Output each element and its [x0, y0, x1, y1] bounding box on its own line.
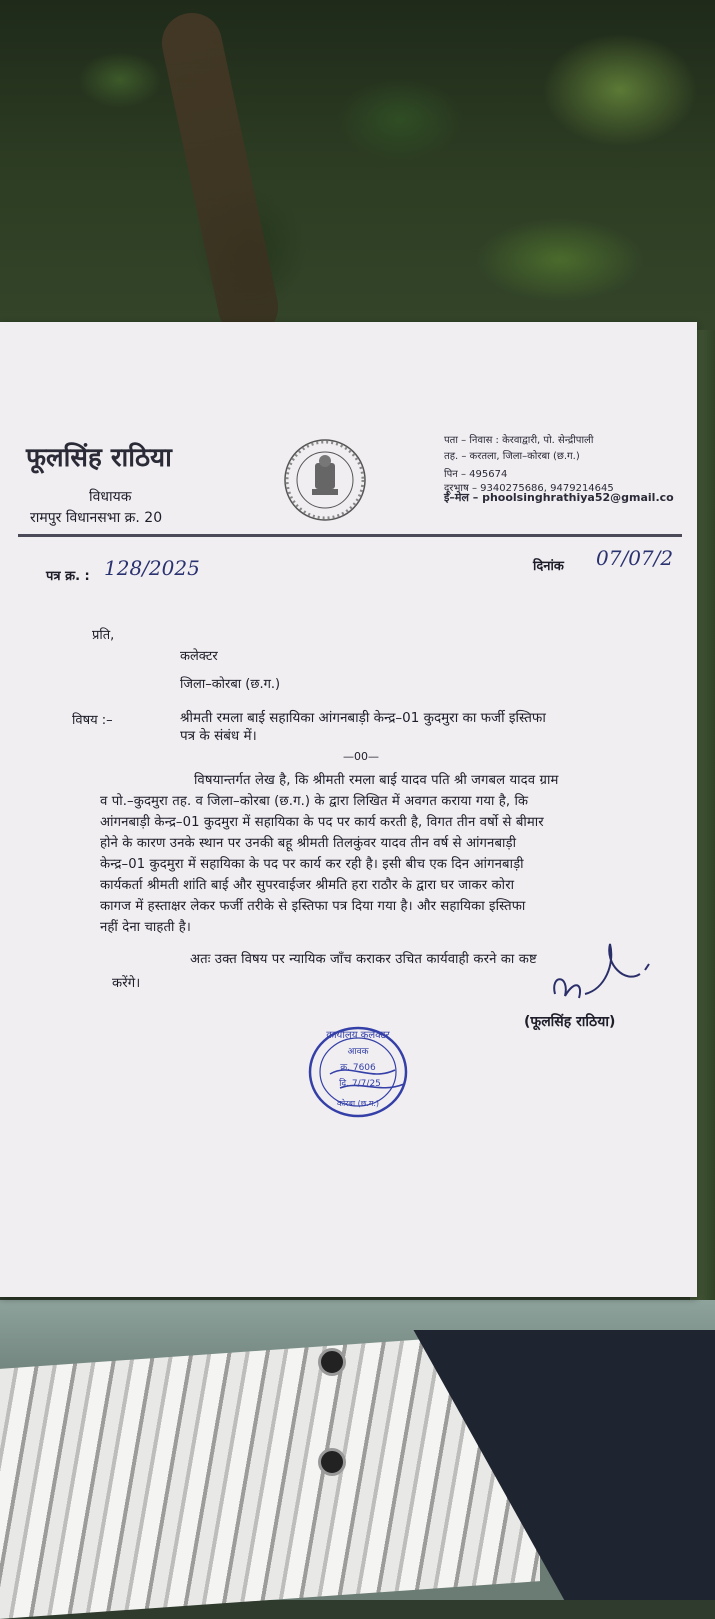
- subject-line: श्रीमती रमला बाई सहायिका आंगनबाड़ी केन्द्र–01 कुदमुरा का फर्जी इस्तिफा: [180, 710, 546, 726]
- address-phone: दूरभाष – 9340275686, 9479214645: [444, 483, 614, 494]
- body-line: अतः उक्त विषय पर न्यायिक जाँच कराकर उचित कार्यवाही करने का कष्ट: [190, 952, 537, 967]
- letterhead-constituency: रामपुर विधानसभा क्र. 20: [30, 510, 163, 526]
- header-divider: [18, 534, 682, 537]
- address-line: पता – निवास : केरवाद्वारी, पो. सेन्द्रीपाली: [444, 435, 594, 446]
- body-line: कार्यकर्ता श्रीमती शांति बाई और सुपरवाईजर श्रीमति हरा राठौर के द्वारा घर जाकर कोरा: [100, 878, 515, 893]
- body-line: आंगनबाड़ी केन्द्र–01 कुदमुरा में सहायिका के पद पर कार्य करती है, विगत तीन वर्षो से बीमार: [100, 815, 544, 830]
- letter-sheet: [0, 322, 697, 1297]
- address-email: ई–मेल – phoolsinghrathiya52@gmail.co: [444, 491, 674, 504]
- background-foliage: [0, 0, 715, 345]
- letter-number-value: 128/2025: [104, 556, 200, 580]
- address-pin: पिन – 495674: [444, 469, 508, 480]
- signatory-name: (फूलसिंह राठिया): [524, 1014, 616, 1030]
- recipient-district: जिला–कोरबा (छ.ग.): [180, 677, 281, 692]
- letterhead-name: फूलसिंह राठिया: [26, 443, 172, 473]
- section-divider: —00—: [343, 750, 379, 763]
- body-line: केन्द्र–01 कुदमुरा में सहायिका के पद पर कार्य कर रही है। इसी बीच एक दिन आंगनबाड़ी: [100, 857, 524, 872]
- letter-number-label: पत्र क्र. :: [46, 569, 90, 584]
- body-line: व पो.–कुदमुरा तह. व जिला–कोरबा (छ.ग.) के द्वारा लिखित में अवगत कराया गया है, कि: [100, 794, 529, 809]
- body-line: होने के कारण उनके स्थान पर उनकी बहू श्रीमती तिलकुंवर यादव तीन वर्ष से आंगनबाड़ी: [100, 836, 517, 851]
- letterhead-designation: विधायक: [89, 489, 132, 505]
- office-stamp-icon: [300, 1022, 420, 1122]
- stamp-mid-text: आवक: [347, 1047, 369, 1057]
- date-value: 07/07/2: [596, 546, 674, 570]
- date-label: दिनांक: [533, 559, 564, 574]
- subject-line: पत्र के संबंध में।: [180, 728, 257, 744]
- shirt-button-icon: [318, 1348, 346, 1376]
- body-line: करेंगे।: [112, 976, 141, 991]
- stamp-top-text: कार्यालय कलेक्टर: [326, 1030, 390, 1041]
- stamp-bottom-text: कोरबा (छ.ग.): [336, 1099, 380, 1108]
- stamp-date-text: दि. 7/7/25: [339, 1079, 381, 1089]
- body-line: विषयान्तर्गत लेख है, कि श्रीमती रमला बाई यादव पति श्री जगबल यादव ग्राम: [194, 773, 559, 788]
- body-line: कागज में हस्ताक्षर लेकर फर्जी तरीके से इस्तिफा पत्र दिया गया है। और सहायिका इस्तिफा: [100, 899, 526, 914]
- stamp-number-text: क्र. 7606: [340, 1063, 376, 1073]
- subject-label: विषय :–: [72, 713, 113, 728]
- emblem-icon: [282, 437, 368, 523]
- signature-icon: [545, 934, 665, 1024]
- body-line: नहीं देना चाहती है।: [100, 920, 191, 935]
- recipient-to-label: प्रति,: [92, 628, 115, 643]
- recipient-addressee: कलेक्टर: [180, 649, 218, 664]
- shirt-button-icon: [318, 1448, 346, 1476]
- address-line: तह. – करतला, जिला–कोरबा (छ.ग.): [444, 451, 580, 462]
